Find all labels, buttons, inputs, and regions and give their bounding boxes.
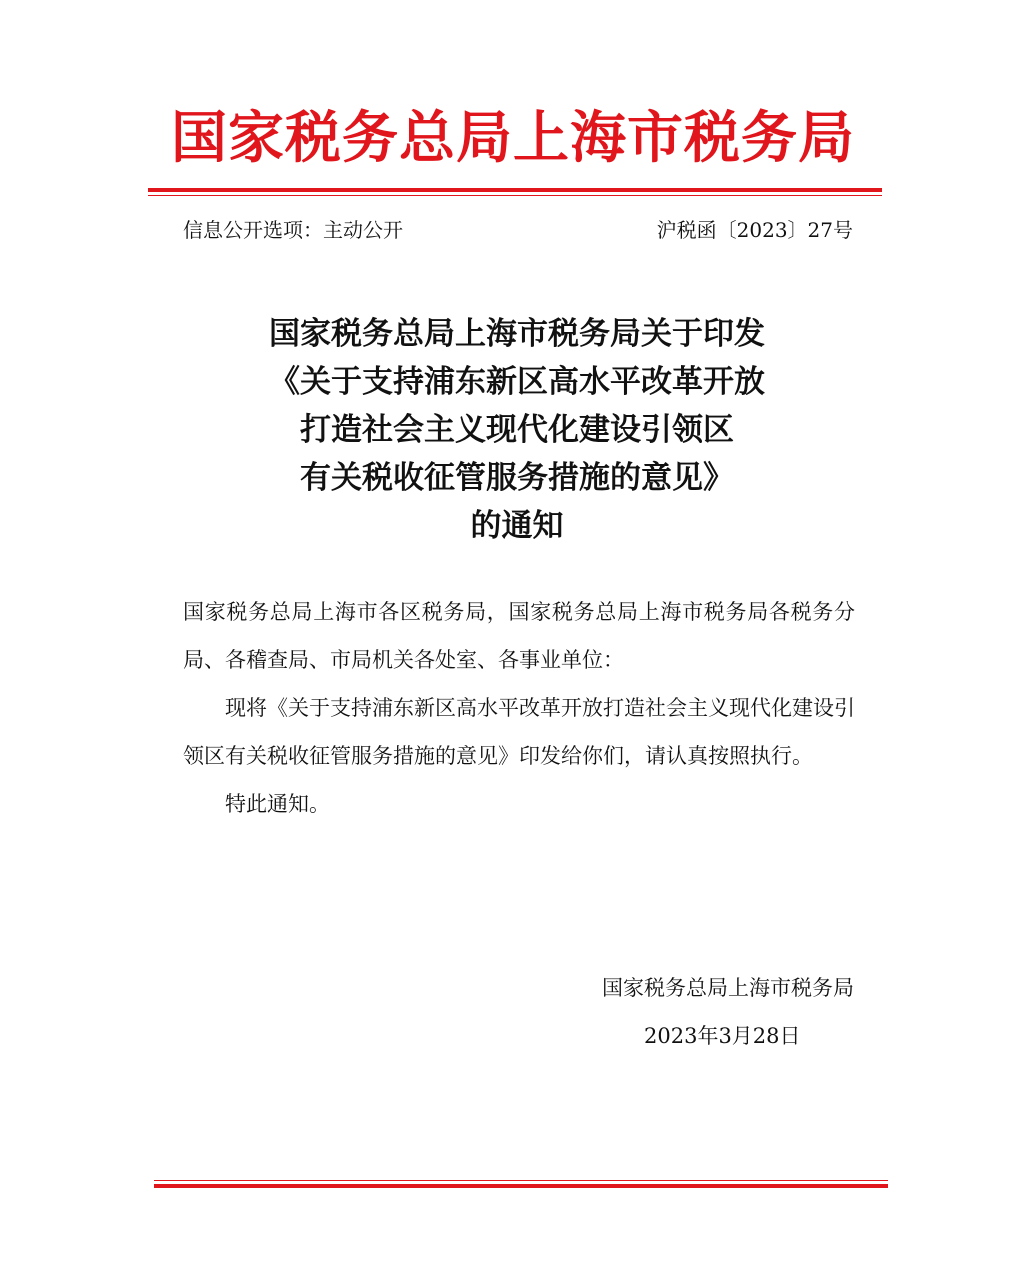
title-line: 国家税务总局上海市税务局关于印发 <box>269 316 765 352</box>
title-line: 的通知 <box>470 508 564 544</box>
footer-rule-thin <box>154 1180 888 1181</box>
signature-date: 2023年3月28日 <box>644 1024 801 1048</box>
masthead-title: 国家税务总局上海市税务局 <box>171 105 855 171</box>
footer-rule-thick <box>154 1184 888 1188</box>
meta-row <box>183 214 853 246</box>
title-line: 《关于支持浦东新区高水平改革开放 <box>269 364 765 400</box>
disclosure-option: 信息公开选项：主动公开 <box>183 218 403 242</box>
header-rule-thick <box>148 188 882 192</box>
closing-paragraph: 特此通知。 <box>225 792 330 816</box>
addressee-paragraph: 国家税务总局上海市各区税务局，国家税务总局上海市税务局各税务分局、各稽查局、市局机关各处室、各事业单位： <box>183 600 855 672</box>
document-number: 沪税函〔2023〕27号 <box>656 218 853 242</box>
title-line: 打造社会主义现代化建设引领区 <box>300 412 734 448</box>
header-rule-thin <box>148 195 882 196</box>
document-body <box>183 588 855 828</box>
main-paragraph: 现将《关于支持浦东新区高水平改革开放打造社会主义现代化建设引领区有关税收征管服务措施的意见》印发给你们，请认真按照执行。 <box>183 696 855 768</box>
signature-organization: 国家税务总局上海市税务局 <box>602 976 854 1000</box>
title-line: 有关税收征管服务措施的意见》 <box>300 460 734 496</box>
document-title <box>150 310 884 550</box>
